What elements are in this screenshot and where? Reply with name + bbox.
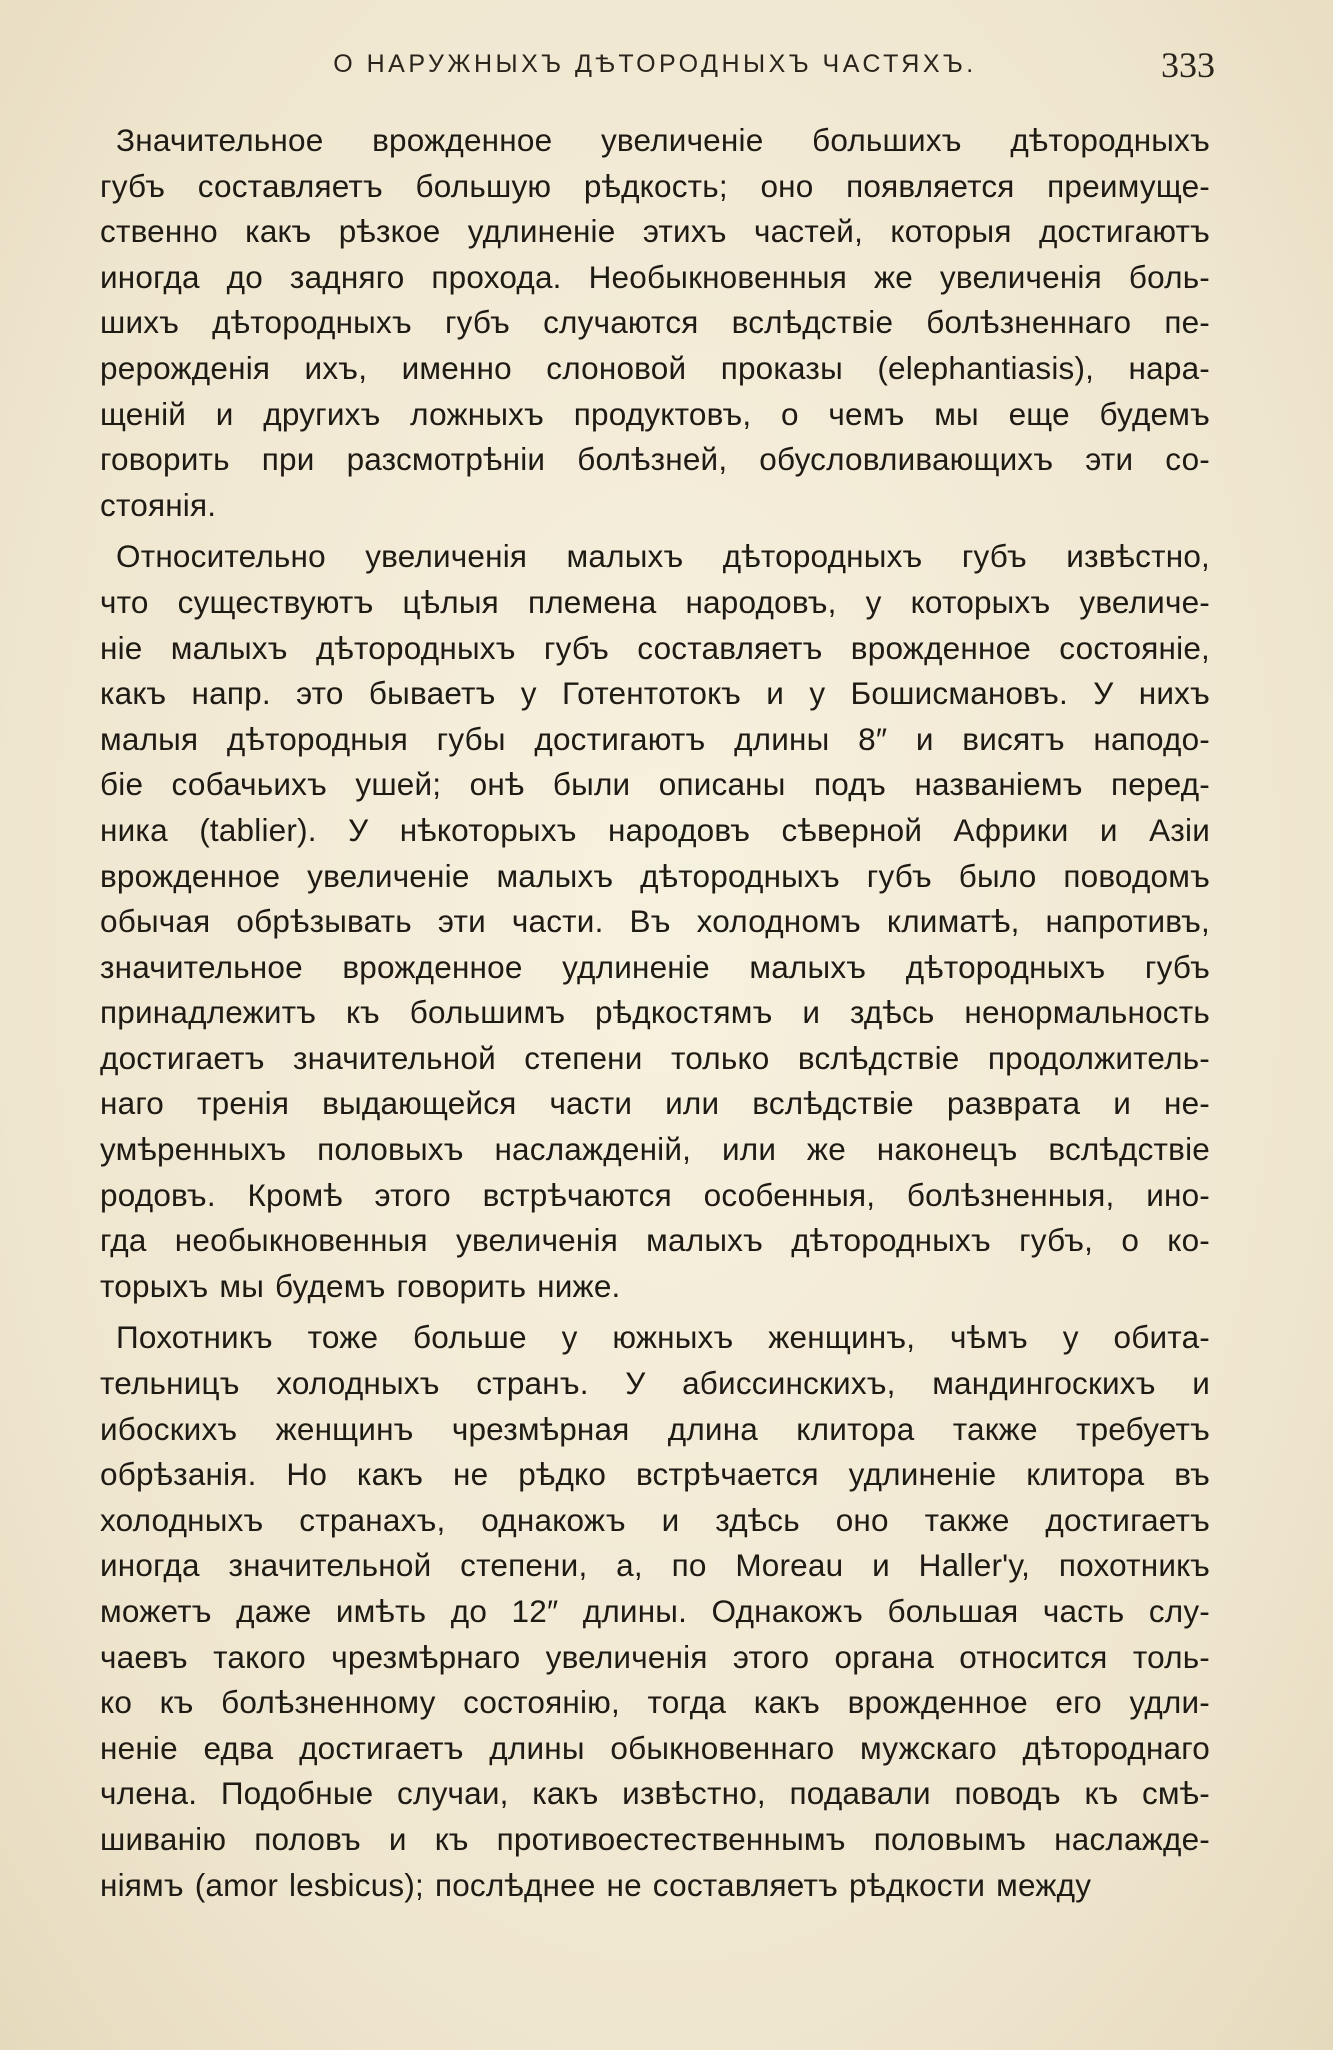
text-line: значительное врожденное удлиненiе малыхъ дѣтородныхъ губъ <box>100 948 1210 985</box>
text-line: достигаетъ значительной степени только вслѣдствiе продолжитель- <box>100 1039 1210 1076</box>
page-number: 333 <box>1161 45 1215 85</box>
text-line: наго тренiя выдающейся части или вслѣдствiе разврата и не- <box>100 1085 1210 1122</box>
text-line: малыя дѣтородныя губы достигаютъ длины 8″ и висятъ наподо- <box>100 720 1210 757</box>
text-line: гда необыкновенныя увеличенiя малыхъ дѣтородныхъ губъ, о ко- <box>100 1222 1210 1259</box>
text-line: обрѣзанiя. Но какъ не рѣдко встрѣчается удлиненiе клитора въ <box>100 1456 1210 1493</box>
text-line: Относительно увеличенiя малыхъ дѣтородныхъ губъ извѣстно, <box>116 538 1210 575</box>
text-line: иногда до задняго прохода. Необыкновенныя же увеличенiя боль- <box>100 258 1210 295</box>
text-line: можетъ даже имѣть до 12″ длины. Однакожъ большая часть слу- <box>100 1593 1210 1629</box>
text-line: рерожденiя ихъ, именно слоновой проказы (elephantiasis), нара- <box>100 349 1210 386</box>
paragraph <box>100 118 1210 528</box>
text-line: говорить при разсмотрѣнiи болѣзней, обусловливающихъ эти со- <box>100 441 1210 478</box>
text-line: губъ составляетъ большую рѣдкость; оно появляется преимуще- <box>100 167 1210 204</box>
text-line: члена. Подобные случаи, какъ извѣстно, подавали поводъ къ смѣ- <box>100 1775 1210 1812</box>
running-head <box>95 44 1215 94</box>
text-line: ибоскихъ женщинъ чрезмѣрная длина клитора также требуетъ <box>100 1410 1210 1447</box>
text-line: принадлежитъ къ большимъ рѣдкостямъ и здѣсь ненормальность <box>100 994 1210 1031</box>
paragraph <box>100 534 1210 1309</box>
text-line: обычая обрѣзывать эти части. Въ холодномъ климатѣ, напротивъ, <box>100 903 1210 940</box>
text-line: чаевъ такого чрезмѣрнаго увеличенiя этого органа относится толь- <box>100 1638 1210 1675</box>
text-line: что существуютъ цѣлыя племена народовъ, у которыхъ увеличе- <box>100 583 1210 620</box>
text-line: ненiе едва достигаетъ длины обыкновеннаго мужскаго дѣтороднаго <box>100 1729 1210 1766</box>
text-line: стоянiя. <box>100 486 217 523</box>
text-line: торыхъ мы будемъ говорить ниже. <box>100 1267 621 1304</box>
text-line: щенiй и другихъ ложныхъ продуктовъ, о чемъ мы еще будемъ <box>100 395 1210 432</box>
text-line: нiямъ (amor lesbicus); послѣднее не составляетъ рѣдкости между <box>100 1866 1092 1903</box>
text-line: тельницъ холодныхъ странъ. У абиссинскихъ, мандингоскихъ и <box>100 1365 1210 1402</box>
text-line: родовъ. Кромѣ этого встрѣчаются особенныя, болѣзненныя, ино- <box>100 1176 1210 1213</box>
text-line: Значительное врожденное увеличенiе большихъ дѣтородныхъ <box>116 122 1210 158</box>
text-line: Похотникъ тоже больше у южныхъ женщинъ, чѣмъ у обита- <box>116 1319 1210 1356</box>
text-line: врожденное увеличенiе малыхъ дѣтородныхъ губъ было поводомъ <box>100 857 1210 894</box>
text-line: ственно какъ рѣзкое удлиненiе этихъ частей, которыя достигаютъ <box>100 213 1210 250</box>
text-line: умѣренныхъ половыхъ наслажденiй, или же наконецъ вслѣдствiе <box>100 1131 1210 1168</box>
text-line: шихъ дѣтородныхъ губъ случаются вслѣдствiе болѣзненнаго пе- <box>100 304 1210 341</box>
text-line: иногда значительной степени, а, по Moreau и Haller'у, похотникъ <box>100 1547 1210 1584</box>
text-line: какъ напр. это бываетъ у Готентотокъ и у Бошисмановъ. У нихъ <box>100 675 1210 712</box>
text-line: ко къ болѣзненному состоянiю, тогда какъ врожденное его удли- <box>100 1684 1210 1721</box>
text-line: ника (tablier). У нѣкоторыхъ народовъ сѣверной Африки и Азiи <box>100 811 1210 848</box>
running-title: О НАРУЖНЫХЪ ДѢТОРОДНЫХЪ ЧАСТЯХЪ. <box>333 50 977 78</box>
text-line: бiе собачьихъ ушей; онѣ были описаны подъ названiемъ перед- <box>100 766 1210 803</box>
body-text <box>100 118 1210 1908</box>
text-line: холодныхъ странахъ, однакожъ и здѣсь оно также достигаетъ <box>100 1501 1210 1538</box>
paragraph <box>100 1315 1210 1908</box>
text-line: нiе малыхъ дѣтородныхъ губъ составляетъ врожденное состоянiе, <box>100 629 1210 666</box>
text-line: шиванiю половъ и къ противоестественнымъ половымъ наслажде- <box>100 1820 1210 1857</box>
